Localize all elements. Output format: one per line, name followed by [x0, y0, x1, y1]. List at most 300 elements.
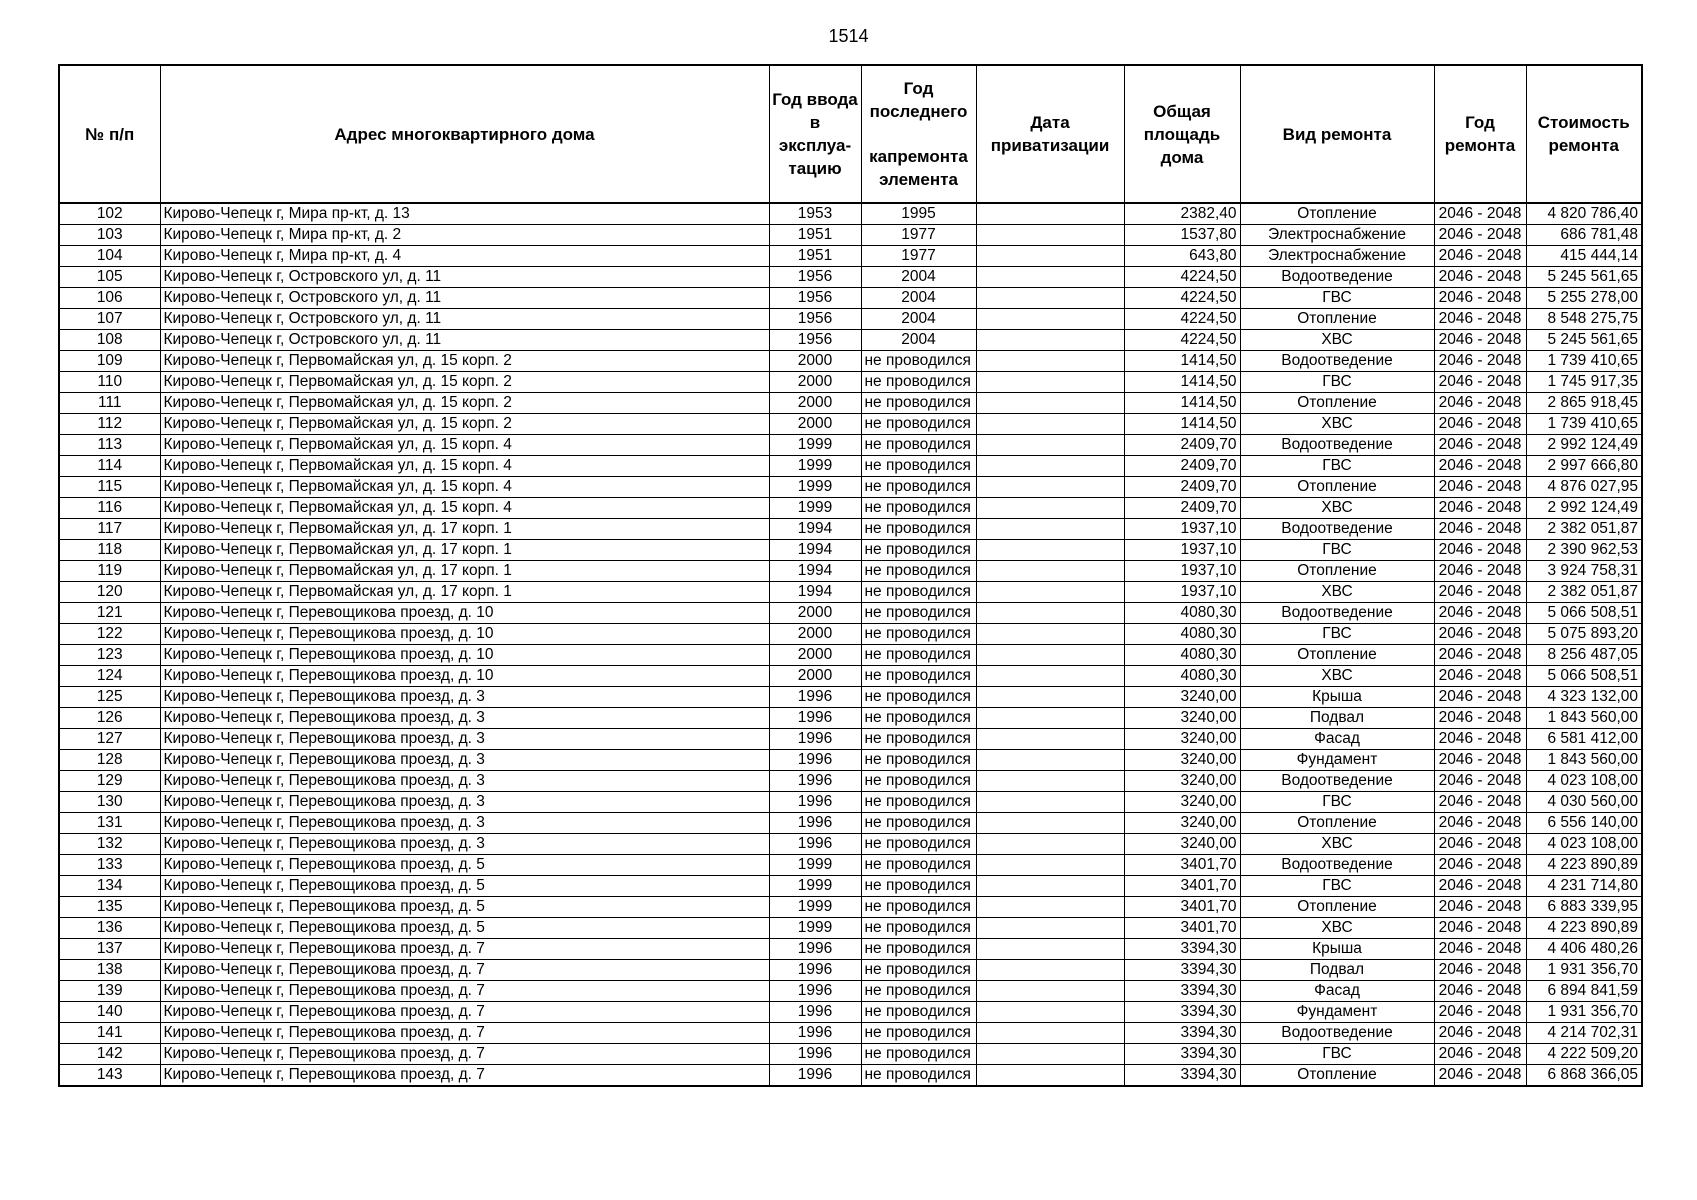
- row-privatization: [976, 1002, 1124, 1023]
- header-repair-type: Вид ремонта: [1240, 65, 1434, 203]
- row-repair-period: 2046 - 2048: [1434, 330, 1526, 351]
- row-area: 3240,00: [1124, 792, 1240, 813]
- row-last-repair: не проводился: [861, 750, 976, 771]
- row-repair-period: 2046 - 2048: [1434, 708, 1526, 729]
- row-repair-type: Крыша: [1240, 687, 1434, 708]
- header-year-built: Год ввода в эксплуа-тацию: [769, 65, 861, 203]
- row-year-built: 1999: [769, 477, 861, 498]
- row-cost: 5 066 508,51: [1526, 603, 1642, 624]
- table-row: [59, 393, 1642, 414]
- repair-register-table: [58, 64, 1643, 1087]
- row-last-repair: не проводился: [861, 477, 976, 498]
- row-repair-type: Отопление: [1240, 393, 1434, 414]
- row-address: Кирово-Чепецк г, Перевощикова проезд, д. 7: [160, 1002, 769, 1023]
- row-number: 123: [59, 645, 160, 666]
- table-row: [59, 582, 1642, 603]
- row-address: Кирово-Чепецк г, Островского ул, д. 11: [160, 288, 769, 309]
- row-address: Кирово-Чепецк г, Первомайская ул, д. 15 корп. 2: [160, 351, 769, 372]
- row-privatization: [976, 876, 1124, 897]
- table-row: [59, 729, 1642, 750]
- row-repair-period: 2046 - 2048: [1434, 729, 1526, 750]
- row-cost: 4 223 890,89: [1526, 855, 1642, 876]
- row-number: 134: [59, 876, 160, 897]
- row-privatization: [976, 372, 1124, 393]
- row-address: Кирово-Чепецк г, Первомайская ул, д. 15 корп. 2: [160, 414, 769, 435]
- row-last-repair: не проводился: [861, 708, 976, 729]
- row-area: 3240,00: [1124, 813, 1240, 834]
- row-privatization: [976, 435, 1124, 456]
- row-privatization: [976, 729, 1124, 750]
- row-cost: 5 245 561,65: [1526, 330, 1642, 351]
- row-area: 2409,70: [1124, 498, 1240, 519]
- table-row: [59, 372, 1642, 393]
- row-year-built: 1996: [769, 834, 861, 855]
- row-repair-period: 2046 - 2048: [1434, 687, 1526, 708]
- row-year-built: 1999: [769, 498, 861, 519]
- row-last-repair: не проводился: [861, 561, 976, 582]
- row-year-built: 2000: [769, 393, 861, 414]
- row-address: Кирово-Чепецк г, Перевощикова проезд, д. 10: [160, 666, 769, 687]
- row-year-built: 1996: [769, 1023, 861, 1044]
- table-row: [59, 918, 1642, 939]
- row-repair-type: Фасад: [1240, 729, 1434, 750]
- row-repair-period: 2046 - 2048: [1434, 897, 1526, 918]
- row-year-built: 2000: [769, 666, 861, 687]
- header-privatization: Дата приватизации: [976, 65, 1124, 203]
- row-last-repair: 1995: [861, 203, 976, 225]
- row-cost: 2 390 962,53: [1526, 540, 1642, 561]
- row-privatization: [976, 519, 1124, 540]
- row-repair-type: Отопление: [1240, 645, 1434, 666]
- row-repair-type: Электроснабжение: [1240, 225, 1434, 246]
- row-address: Кирово-Чепецк г, Первомайская ул, д. 17 корп. 1: [160, 519, 769, 540]
- row-privatization: [976, 1023, 1124, 1044]
- table-row: [59, 203, 1642, 225]
- row-repair-period: 2046 - 2048: [1434, 1023, 1526, 1044]
- row-last-repair: не проводился: [861, 645, 976, 666]
- row-year-built: 2000: [769, 603, 861, 624]
- row-cost: 2 992 124,49: [1526, 498, 1642, 519]
- row-repair-period: 2046 - 2048: [1434, 939, 1526, 960]
- row-year-built: 1996: [769, 960, 861, 981]
- row-repair-period: 2046 - 2048: [1434, 771, 1526, 792]
- row-area: 4080,30: [1124, 645, 1240, 666]
- table-row: [59, 1065, 1642, 1087]
- row-year-built: 1956: [769, 309, 861, 330]
- row-area: 4224,50: [1124, 288, 1240, 309]
- row-area: 4080,30: [1124, 666, 1240, 687]
- row-privatization: [976, 225, 1124, 246]
- row-last-repair: не проводился: [861, 582, 976, 603]
- row-cost: 4 231 714,80: [1526, 876, 1642, 897]
- row-cost: 4 222 509,20: [1526, 1044, 1642, 1065]
- row-privatization: [976, 981, 1124, 1002]
- row-repair-type: ХВС: [1240, 918, 1434, 939]
- row-repair-period: 2046 - 2048: [1434, 456, 1526, 477]
- row-repair-type: Водоотведение: [1240, 603, 1434, 624]
- table-row: [59, 834, 1642, 855]
- row-address: Кирово-Чепецк г, Перевощикова проезд, д. 10: [160, 603, 769, 624]
- row-number: 125: [59, 687, 160, 708]
- row-privatization: [976, 708, 1124, 729]
- row-address: Кирово-Чепецк г, Первомайская ул, д. 17 корп. 1: [160, 582, 769, 603]
- row-cost: 2 997 666,80: [1526, 456, 1642, 477]
- header-last-repair-line1: Год последнего: [869, 79, 968, 121]
- row-repair-period: 2046 - 2048: [1434, 203, 1526, 225]
- row-cost: 4 406 480,26: [1526, 939, 1642, 960]
- row-cost: 3 924 758,31: [1526, 561, 1642, 582]
- row-cost: 1 745 917,35: [1526, 372, 1642, 393]
- row-privatization: [976, 666, 1124, 687]
- row-repair-period: 2046 - 2048: [1434, 624, 1526, 645]
- row-number: 143: [59, 1065, 160, 1087]
- row-year-built: 1996: [769, 1002, 861, 1023]
- row-number: 137: [59, 939, 160, 960]
- row-address: Кирово-Чепецк г, Первомайская ул, д. 15 корп. 4: [160, 456, 769, 477]
- row-number: 136: [59, 918, 160, 939]
- row-privatization: [976, 203, 1124, 225]
- row-last-repair: не проводился: [861, 729, 976, 750]
- row-cost: 4 223 890,89: [1526, 918, 1642, 939]
- row-repair-period: 2046 - 2048: [1434, 477, 1526, 498]
- row-number: 127: [59, 729, 160, 750]
- row-number: 139: [59, 981, 160, 1002]
- table-row: [59, 561, 1642, 582]
- row-last-repair: 2004: [861, 288, 976, 309]
- row-number: 108: [59, 330, 160, 351]
- row-repair-type: ХВС: [1240, 582, 1434, 603]
- row-area: 2409,70: [1124, 456, 1240, 477]
- row-repair-period: 2046 - 2048: [1434, 834, 1526, 855]
- row-privatization: [976, 561, 1124, 582]
- header-repair-year: Год ремонта: [1434, 65, 1526, 203]
- row-area: 4080,30: [1124, 603, 1240, 624]
- row-last-repair: не проводился: [861, 855, 976, 876]
- row-area: 3240,00: [1124, 834, 1240, 855]
- row-last-repair: не проводился: [861, 624, 976, 645]
- table-row: [59, 666, 1642, 687]
- row-number: 102: [59, 203, 160, 225]
- table-row: [59, 540, 1642, 561]
- row-year-built: 1996: [769, 813, 861, 834]
- table-row: [59, 624, 1642, 645]
- row-address: Кирово-Чепецк г, Перевощикова проезд, д. 3: [160, 792, 769, 813]
- row-address: Кирово-Чепецк г, Перевощикова проезд, д. 3: [160, 750, 769, 771]
- row-number: 114: [59, 456, 160, 477]
- row-area: 3240,00: [1124, 750, 1240, 771]
- row-repair-type: Отопление: [1240, 813, 1434, 834]
- row-privatization: [976, 645, 1124, 666]
- row-privatization: [976, 477, 1124, 498]
- row-number: 104: [59, 246, 160, 267]
- row-repair-period: 2046 - 2048: [1434, 918, 1526, 939]
- row-year-built: 1951: [769, 246, 861, 267]
- row-area: 1414,50: [1124, 351, 1240, 372]
- row-privatization: [976, 918, 1124, 939]
- row-address: Кирово-Чепецк г, Первомайская ул, д. 17 корп. 1: [160, 540, 769, 561]
- row-cost: 6 556 140,00: [1526, 813, 1642, 834]
- row-year-built: 1999: [769, 456, 861, 477]
- row-repair-type: Фасад: [1240, 981, 1434, 1002]
- row-year-built: 1999: [769, 855, 861, 876]
- row-last-repair: не проводился: [861, 876, 976, 897]
- row-year-built: 1996: [769, 1044, 861, 1065]
- row-number: 115: [59, 477, 160, 498]
- row-number: 117: [59, 519, 160, 540]
- table-row: [59, 792, 1642, 813]
- row-repair-type: ГВС: [1240, 624, 1434, 645]
- row-last-repair: 2004: [861, 309, 976, 330]
- row-area: 3394,30: [1124, 1023, 1240, 1044]
- header-row: [59, 65, 1642, 203]
- row-address: Кирово-Чепецк г, Островского ул, д. 11: [160, 330, 769, 351]
- row-last-repair: не проводился: [861, 687, 976, 708]
- row-area: 3401,70: [1124, 897, 1240, 918]
- row-cost: 6 883 339,95: [1526, 897, 1642, 918]
- row-repair-period: 2046 - 2048: [1434, 309, 1526, 330]
- row-address: Кирово-Чепецк г, Перевощикова проезд, д. 10: [160, 645, 769, 666]
- header-last-repair: [861, 65, 976, 203]
- row-privatization: [976, 1044, 1124, 1065]
- row-privatization: [976, 267, 1124, 288]
- row-repair-type: Отопление: [1240, 561, 1434, 582]
- row-last-repair: 2004: [861, 267, 976, 288]
- row-repair-period: 2046 - 2048: [1434, 750, 1526, 771]
- row-year-built: 2000: [769, 351, 861, 372]
- row-repair-period: 2046 - 2048: [1434, 540, 1526, 561]
- row-address: Кирово-Чепецк г, Перевощикова проезд, д. 5: [160, 918, 769, 939]
- row-address: Кирово-Чепецк г, Первомайская ул, д. 15 корп. 2: [160, 372, 769, 393]
- row-cost: 4 876 027,95: [1526, 477, 1642, 498]
- row-privatization: [976, 855, 1124, 876]
- row-area: 3240,00: [1124, 687, 1240, 708]
- row-repair-type: Отопление: [1240, 203, 1434, 225]
- row-privatization: [976, 897, 1124, 918]
- row-year-built: 1994: [769, 540, 861, 561]
- row-repair-period: 2046 - 2048: [1434, 645, 1526, 666]
- row-repair-type: Отопление: [1240, 1065, 1434, 1087]
- row-year-built: 1996: [769, 939, 861, 960]
- row-area: 3394,30: [1124, 1065, 1240, 1087]
- row-repair-type: Водоотведение: [1240, 519, 1434, 540]
- row-area: 2382,40: [1124, 203, 1240, 225]
- row-repair-period: 2046 - 2048: [1434, 435, 1526, 456]
- row-area: 3240,00: [1124, 771, 1240, 792]
- row-repair-type: ХВС: [1240, 414, 1434, 435]
- row-privatization: [976, 456, 1124, 477]
- row-repair-period: 2046 - 2048: [1434, 960, 1526, 981]
- row-privatization: [976, 393, 1124, 414]
- row-last-repair: не проводился: [861, 1002, 976, 1023]
- row-last-repair: не проводился: [861, 1044, 976, 1065]
- row-area: 643,80: [1124, 246, 1240, 267]
- table-row: [59, 1044, 1642, 1065]
- row-repair-type: Фундамент: [1240, 750, 1434, 771]
- row-privatization: [976, 330, 1124, 351]
- row-repair-period: 2046 - 2048: [1434, 267, 1526, 288]
- row-year-built: 1996: [769, 729, 861, 750]
- row-privatization: [976, 498, 1124, 519]
- row-privatization: [976, 414, 1124, 435]
- row-number: 107: [59, 309, 160, 330]
- row-cost: 415 444,14: [1526, 246, 1642, 267]
- row-cost: 1 931 356,70: [1526, 1002, 1642, 1023]
- table-row: [59, 645, 1642, 666]
- row-repair-type: Подвал: [1240, 708, 1434, 729]
- row-repair-period: 2046 - 2048: [1434, 876, 1526, 897]
- row-repair-type: Отопление: [1240, 477, 1434, 498]
- header-num: № п/п: [59, 65, 160, 203]
- row-last-repair: не проводился: [861, 1065, 976, 1087]
- row-repair-period: 2046 - 2048: [1434, 1065, 1526, 1087]
- row-repair-period: 2046 - 2048: [1434, 1044, 1526, 1065]
- row-year-built: 1996: [769, 750, 861, 771]
- row-address: Кирово-Чепецк г, Первомайская ул, д. 15 корп. 4: [160, 435, 769, 456]
- row-repair-type: Водоотведение: [1240, 267, 1434, 288]
- row-repair-type: ГВС: [1240, 1044, 1434, 1065]
- table-row: [59, 288, 1642, 309]
- row-area: 3394,30: [1124, 939, 1240, 960]
- table-row: [59, 939, 1642, 960]
- row-last-repair: не проводился: [861, 981, 976, 1002]
- row-repair-type: Электроснабжение: [1240, 246, 1434, 267]
- row-cost: 2 382 051,87: [1526, 519, 1642, 540]
- row-repair-type: ХВС: [1240, 330, 1434, 351]
- table-row: [59, 771, 1642, 792]
- row-area: 1414,50: [1124, 414, 1240, 435]
- row-cost: 2 865 918,45: [1526, 393, 1642, 414]
- row-privatization: [976, 1065, 1124, 1087]
- row-repair-period: 2046 - 2048: [1434, 561, 1526, 582]
- row-number: 109: [59, 351, 160, 372]
- row-cost: 5 075 893,20: [1526, 624, 1642, 645]
- row-last-repair: не проводился: [861, 939, 976, 960]
- row-repair-period: 2046 - 2048: [1434, 225, 1526, 246]
- row-year-built: 2000: [769, 645, 861, 666]
- row-area: 3401,70: [1124, 918, 1240, 939]
- row-privatization: [976, 834, 1124, 855]
- row-area: 3394,30: [1124, 981, 1240, 1002]
- row-year-built: 1956: [769, 288, 861, 309]
- row-number: 119: [59, 561, 160, 582]
- row-repair-type: ХВС: [1240, 834, 1434, 855]
- row-year-built: 1994: [769, 519, 861, 540]
- row-address: Кирово-Чепецк г, Перевощикова проезд, д. 7: [160, 1044, 769, 1065]
- row-last-repair: не проводился: [861, 603, 976, 624]
- row-year-built: 1999: [769, 918, 861, 939]
- row-cost: 4 820 786,40: [1526, 203, 1642, 225]
- row-year-built: 2000: [769, 372, 861, 393]
- row-privatization: [976, 750, 1124, 771]
- row-number: 132: [59, 834, 160, 855]
- row-cost: 6 581 412,00: [1526, 729, 1642, 750]
- row-repair-type: Водоотведение: [1240, 771, 1434, 792]
- row-year-built: 1996: [769, 687, 861, 708]
- row-area: 4224,50: [1124, 267, 1240, 288]
- row-last-repair: не проводился: [861, 351, 976, 372]
- row-repair-period: 2046 - 2048: [1434, 351, 1526, 372]
- row-year-built: 2000: [769, 414, 861, 435]
- row-address: Кирово-Чепецк г, Перевощикова проезд, д. 5: [160, 876, 769, 897]
- row-repair-type: Водоотведение: [1240, 435, 1434, 456]
- row-repair-type: ХВС: [1240, 666, 1434, 687]
- row-last-repair: не проводился: [861, 897, 976, 918]
- row-year-built: 1996: [769, 708, 861, 729]
- row-last-repair: не проводился: [861, 393, 976, 414]
- row-cost: 4 023 108,00: [1526, 834, 1642, 855]
- row-last-repair: не проводился: [861, 918, 976, 939]
- table-row: [59, 456, 1642, 477]
- row-number: 130: [59, 792, 160, 813]
- row-repair-period: 2046 - 2048: [1434, 393, 1526, 414]
- row-address: Кирово-Чепецк г, Перевощикова проезд, д. 7: [160, 1023, 769, 1044]
- row-address: Кирово-Чепецк г, Перевощикова проезд, д. 3: [160, 771, 769, 792]
- row-number: 133: [59, 855, 160, 876]
- row-address: Кирово-Чепецк г, Перевощикова проезд, д. 10: [160, 624, 769, 645]
- row-cost: 2 382 051,87: [1526, 582, 1642, 603]
- table-row: [59, 309, 1642, 330]
- table-row: [59, 414, 1642, 435]
- row-repair-type: Отопление: [1240, 309, 1434, 330]
- row-year-built: 1999: [769, 876, 861, 897]
- table-row: [59, 897, 1642, 918]
- row-last-repair: не проводился: [861, 372, 976, 393]
- row-number: 112: [59, 414, 160, 435]
- row-area: 3240,00: [1124, 708, 1240, 729]
- row-cost: 8 256 487,05: [1526, 645, 1642, 666]
- row-number: 128: [59, 750, 160, 771]
- row-cost: 1 931 356,70: [1526, 960, 1642, 981]
- row-address: Кирово-Чепецк г, Перевощикова проезд, д. 7: [160, 939, 769, 960]
- row-number: 138: [59, 960, 160, 981]
- row-address: Кирово-Чепецк г, Мира пр-кт, д. 13: [160, 203, 769, 225]
- row-last-repair: не проводился: [861, 498, 976, 519]
- row-year-built: 1994: [769, 561, 861, 582]
- row-address: Кирово-Чепецк г, Островского ул, д. 11: [160, 309, 769, 330]
- row-repair-period: 2046 - 2048: [1434, 855, 1526, 876]
- row-number: 105: [59, 267, 160, 288]
- table-row: [59, 813, 1642, 834]
- row-address: Кирово-Чепецк г, Мира пр-кт, д. 4: [160, 246, 769, 267]
- row-privatization: [976, 939, 1124, 960]
- table-row: [59, 225, 1642, 246]
- row-repair-type: ГВС: [1240, 540, 1434, 561]
- row-number: 120: [59, 582, 160, 603]
- row-cost: 8 548 275,75: [1526, 309, 1642, 330]
- row-address: Кирово-Чепецк г, Первомайская ул, д. 15 корп. 4: [160, 498, 769, 519]
- row-address: Кирово-Чепецк г, Перевощикова проезд, д. 3: [160, 834, 769, 855]
- row-repair-period: 2046 - 2048: [1434, 666, 1526, 687]
- row-cost: 2 992 124,49: [1526, 435, 1642, 456]
- row-address: Кирово-Чепецк г, Островского ул, д. 11: [160, 267, 769, 288]
- row-number: 126: [59, 708, 160, 729]
- table-row: [59, 750, 1642, 771]
- row-privatization: [976, 288, 1124, 309]
- row-area: 4224,50: [1124, 330, 1240, 351]
- row-last-repair: не проводился: [861, 813, 976, 834]
- row-cost: 686 781,48: [1526, 225, 1642, 246]
- row-area: 3401,70: [1124, 876, 1240, 897]
- row-privatization: [976, 813, 1124, 834]
- row-area: 1937,10: [1124, 582, 1240, 603]
- row-address: Кирово-Чепецк г, Мира пр-кт, д. 2: [160, 225, 769, 246]
- row-address: Кирово-Чепецк г, Перевощикова проезд, д. 7: [160, 1065, 769, 1087]
- row-last-repair: не проводился: [861, 1023, 976, 1044]
- row-privatization: [976, 960, 1124, 981]
- row-year-built: 1951: [769, 225, 861, 246]
- row-last-repair: не проводился: [861, 414, 976, 435]
- row-address: Кирово-Чепецк г, Перевощикова проезд, д. 5: [160, 855, 769, 876]
